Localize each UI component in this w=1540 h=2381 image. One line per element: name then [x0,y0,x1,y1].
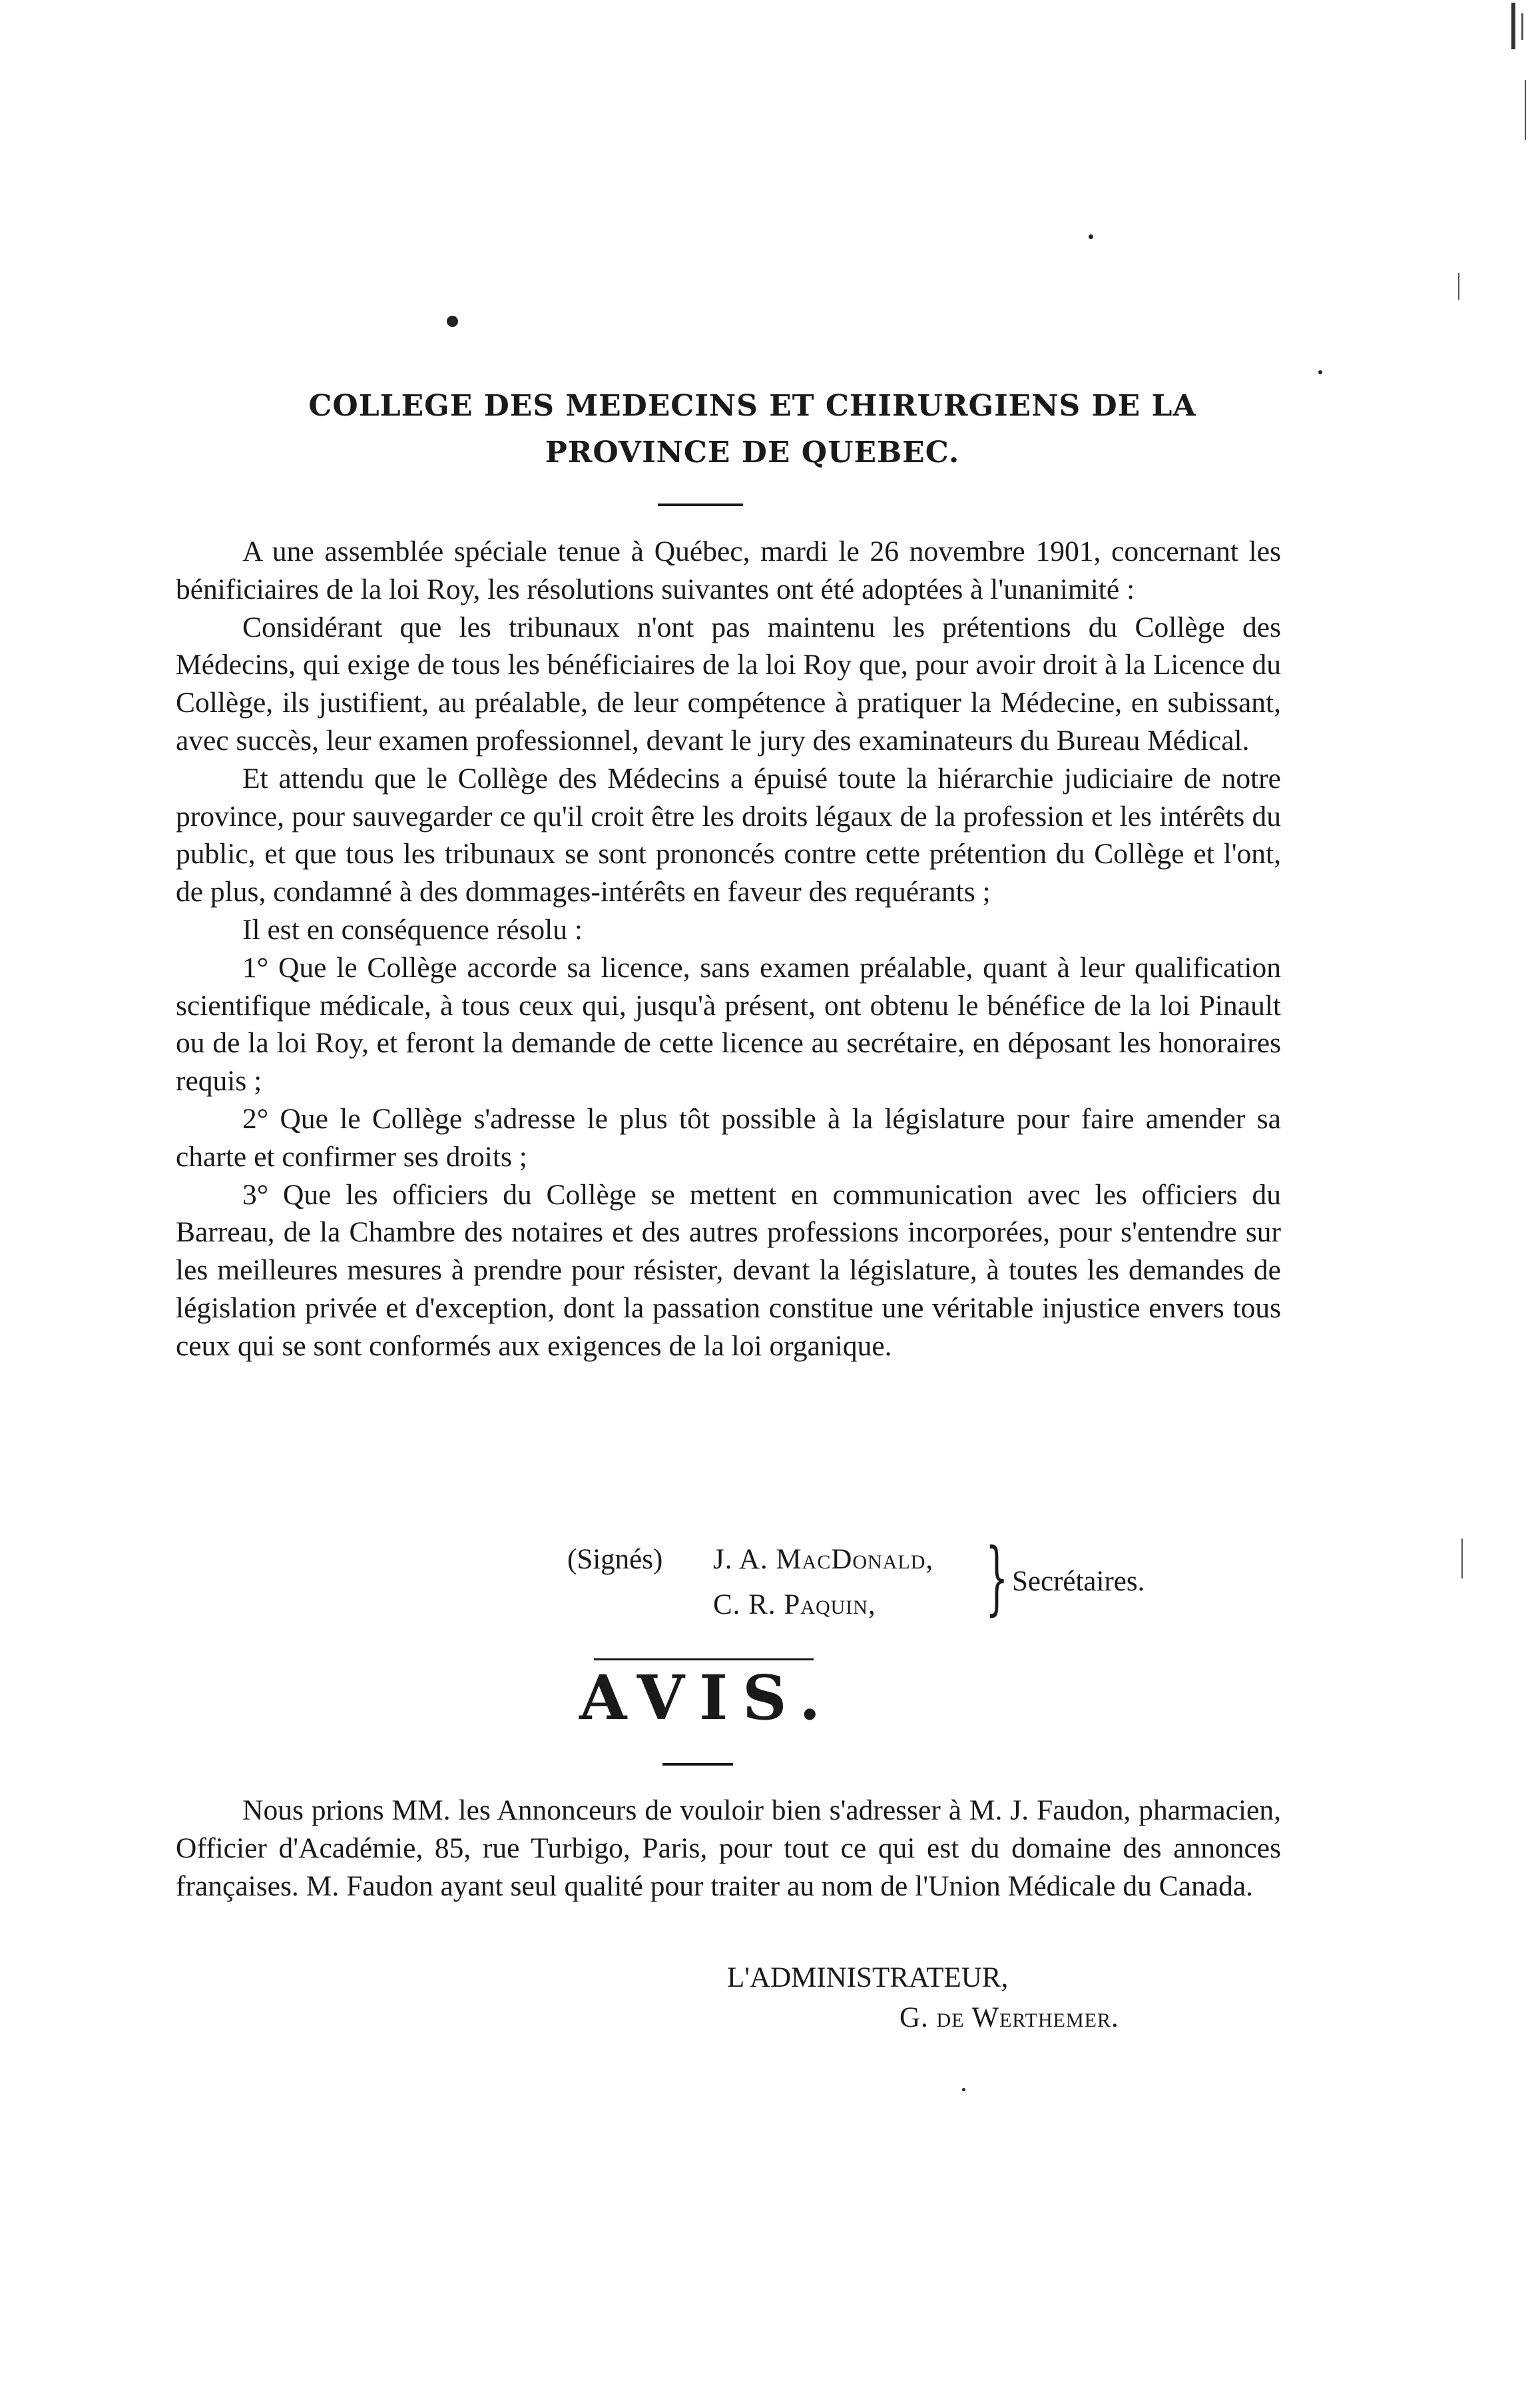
scan-edge-mark [1461,1538,1463,1578]
administrator-name: G. de Werthemer. [899,2002,1119,2033]
scan-speck [962,2088,965,2091]
resolu-paragraph: Il est en conséquence résolu : [242,913,583,946]
document-title-line1: COLLEGE DES MEDECINS ET CHIRURGIENS DE LA [308,389,1196,423]
avis-paragraph: Nous prions MM. les Annonceurs de vouloir bien s'adresser à M. J. Faudon, pharmacien, Officier d'Académie, 85, rue Turbigo, Paris, pour tout ce qui est du domaine des annonces françaises. M. Faudon ayant seul qualité pour traiter au nom de l'Union Médicale du Canada. [176,1794,1281,1902]
scan-edge-mark [1458,273,1459,300]
intro-paragraph: A une assemblée spéciale tenue à Québec, mardi le 26 novembre 1901, concernant les bénificiaires de la loi Roy, les résolutions suivantes ont été adoptées à l'unanimité : [176,535,1281,605]
signatory-role: Secrétaires. [1012,1566,1145,1597]
scan-edge-mark [1525,80,1526,140]
title-divider [658,504,743,506]
scan-edge-mark [1521,13,1523,40]
resolution-point-2: 2° Que le Collège s'adresse le plus tôt possible à la législature pour faire amender sa charte et confirmer ses droits ; [176,1102,1281,1173]
section-divider [594,1658,814,1660]
scan-speck [1089,234,1093,239]
signatory-1: J. A. MacDonald, [713,1544,934,1575]
signature-brace: } [985,1532,1009,1624]
administrator-title: L'ADMINISTRATEUR, [727,1962,1009,1993]
scan-speck [447,316,458,327]
avis-heading: AVIS. [579,1662,836,1734]
resolution-body [176,533,1281,1365]
attendu-paragraph: Et attendu que le Collège des Médecins a épuisé toute la hiérarchie judiciaire de notre province, pour sauvegarder ce qu'il croit être les droits légaux de la profession et les intérêts du public, et que tous les tribunaux se sont prononcés contre cette prétention du Collège et l'ont, de plus, condamné à des dommages-intérêts en faveur des requérants ; [176,762,1281,908]
resolution-point-3: 3° Que les officiers du Collège se mettent en communication avec les officiers du Barreau, de la Chambre des notaires et des autres professions incorporées, pour s'entendre sur les meilleures mesures à prendre pour résister, devant la législature, à toutes les demandes de législation privée et d'exception, dont la passation constitue une véritable injustice envers tous ceux qui se sont conformés aux exigences de la loi organique. [176,1178,1281,1362]
signed-label: (Signés) [567,1544,663,1575]
avis-notice [176,1792,1281,1905]
signatory-2: C. R. Paquin, [713,1589,876,1620]
scan-edge-mark [1511,3,1515,49]
considerant-paragraph: Considérant que les tribunaux n'ont pas maintenu les prétentions du Collège des Médecins, qui exige de tous les bénéficiaires de la loi Roy que, pour avoir droit à la Licence du Collège, ils justifient, au préalable, de leur compétence à pratiquer la Médecine, en subissant, avec succès, leur examen professionnel, devant le jury des examinateurs du Bureau Médical. [176,611,1281,757]
scan-speck [1318,370,1322,374]
document-title-line2: PROVINCE DE QUEBEC. [545,436,960,470]
avis-divider [662,1763,733,1766]
resolution-point-1: 1° Que le Collège accorde sa licence, sans examen préalable, quant à leur qualification scientifique médicale, à tous ceux qui, jusqu'à présent, ont obtenu le bénéfice de la loi Pinault ou de la loi Roy, et feront la demande de cette licence au secrétaire, en déposant les honoraires requis ; [176,951,1281,1098]
